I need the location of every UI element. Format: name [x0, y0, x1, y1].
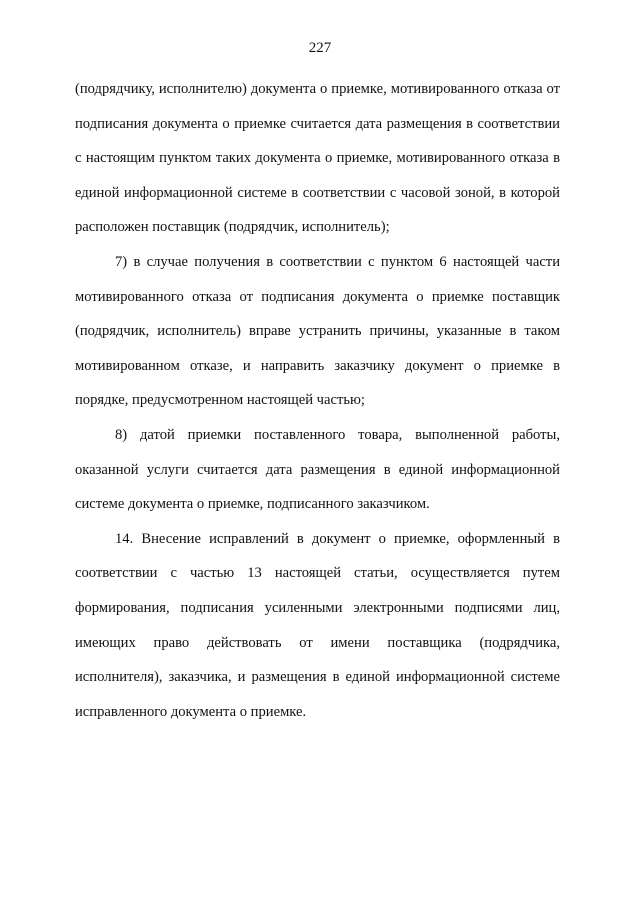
paragraph-continuation: (подрядчику, исполнителю) документа о приемке, мотивированного отказа от подписания документа о приемке считается дата размещения в соответствии с настоящим пунктом таких документа о приемке, мотивированного отказа в единой информационной системе в соответствии с часовой зоной, в которой расположен поставщик (подрядчик, исполнитель);: [75, 81, 560, 236]
paragraph-item-8: 8) датой приемки поставленного товара, выполненной работы, оказанной услуги считается дата размещения в единой информационной системе документа о приемке, подписанного заказчиком.: [75, 426, 560, 513]
document-body: [75, 72, 560, 729]
paragraph-section-14: 14. Внесение исправлений в документ о приемке, оформленный в соответствии с частью 13 настоящей статьи, осуществляется путем формирования, подписания усиленными электронными подписями лиц, имеющих право действовать от имени поставщика (подрядчика, исполнителя), заказчика, и размещения в единой информационной системе исправленного документа о приемке.: [75, 530, 560, 720]
page-number: 227: [308, 40, 332, 56]
paragraph-item-7: 7) в случае получения в соответствии с пунктом 6 настоящей части мотивированного отказа от подписания документа о приемке поставщик (подрядчик, исполнитель) вправе устранить причины, указанные в таком мотивированном отказе, и направить заказчику документ о приемке в порядке, предусмотренном настоящей частью;: [75, 253, 560, 409]
